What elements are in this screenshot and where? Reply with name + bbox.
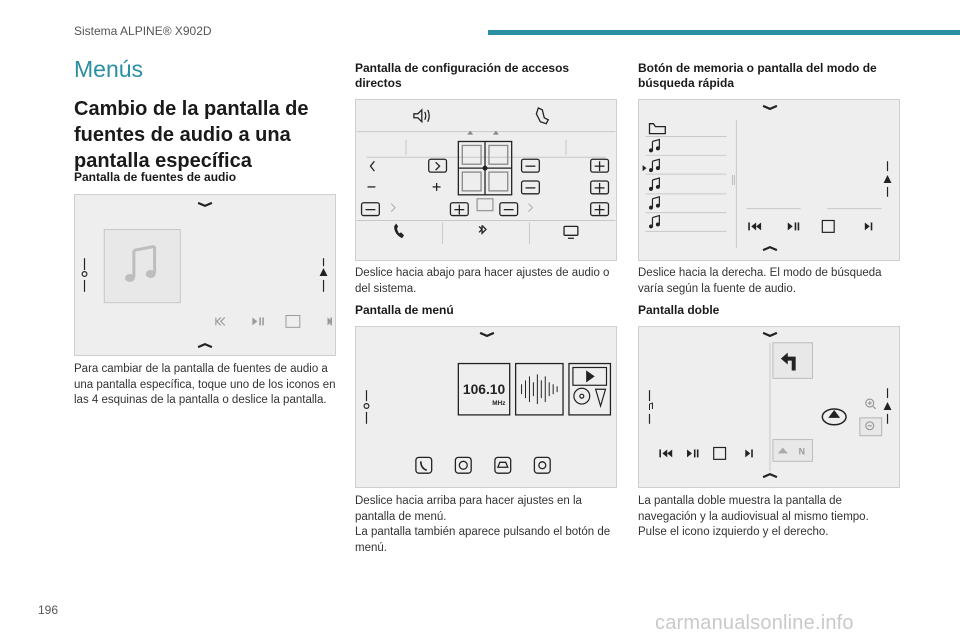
menu-screen-description-2: La pantalla también aparece pulsando el botón de menú. (355, 526, 611, 554)
audio-visualizer-tile (516, 364, 563, 415)
radio-frequency: 106.10 (462, 381, 506, 398)
swipe-down-icon (480, 333, 494, 336)
audio-source-subheading: Pantalla de fuentes de audio (74, 170, 237, 184)
playback-controls-icons (748, 220, 872, 232)
folder-icon (649, 124, 665, 134)
zoom-out-tile (860, 418, 882, 436)
watermark: carmanualsonline.info (655, 612, 854, 634)
menu-screen-art (356, 327, 616, 487)
phone-app-icon (416, 457, 432, 473)
navigation-arrow-icon (884, 402, 892, 410)
search-icon (364, 404, 369, 409)
menu-screen-description-1: Deslice hacia arriba para hacer ajustes en la pantalla de menú. (355, 495, 582, 523)
swipe-down-icon (763, 106, 777, 109)
dual-screen (638, 326, 900, 488)
radio-unit: MHz (492, 400, 506, 408)
vehicle-app-icon (495, 457, 511, 473)
shortcut-settings-screen-art (356, 100, 616, 260)
eq-grid-icon (477, 199, 493, 211)
quick-search-subheading: Botón de memoria o pantalla del modo de búsqueda rápida (638, 61, 877, 90)
swipe-down-icon (198, 203, 212, 206)
volume-icon (414, 110, 422, 122)
album-art-frame (104, 230, 180, 303)
quick-search-screen (638, 99, 900, 261)
right-arrow-icon (436, 162, 440, 170)
section-title: Menús (74, 56, 144, 82)
page-header-title: Sistema ALPINE® X902D (74, 24, 212, 38)
dual-screen-description: La pantalla doble muestra la pantalla de navegación y la audiovisual al mismo tiempo. Pulse el icono izquierdo y el derecho. (638, 495, 869, 538)
shortcut-settings-subheading: Pantalla de configuración de accesos directos (355, 61, 570, 90)
drag-handle-icon (732, 175, 734, 185)
page-number: 196 (38, 603, 59, 617)
shortcut-settings-screen (355, 99, 617, 261)
audio-source-screen (74, 194, 336, 356)
navigation-arrow-icon (320, 268, 328, 276)
main-heading: Cambio de la pantalla de fuentes de audio a una pantalla específica (74, 98, 309, 172)
audio-source-screen-art (75, 195, 335, 355)
vehicle-position-icon (828, 410, 840, 418)
menu-screen-subheading: Pantalla de menú (355, 303, 454, 317)
system-settings-icon (536, 108, 548, 124)
audio-source-description: Para cambiar de la pantalla de fuentes de audio a una pantalla específica, toque uno de los iconos en las 4 esquinas de la pantalla o deslice la pantalla. (74, 363, 336, 406)
compass-label: N (798, 446, 806, 457)
phone-settings-icon (394, 223, 404, 238)
search-icon (82, 272, 87, 277)
navigation-arrow-icon (884, 175, 892, 183)
shortcut-settings-description: Deslice hacia abajo para hacer ajustes de audio o del sistema. (355, 267, 610, 295)
left-arrow-icon (370, 161, 374, 171)
swipe-down-icon (763, 333, 777, 336)
settings-app-icon (534, 457, 550, 473)
radio-app-icon (455, 457, 471, 473)
quick-search-description: Deslice hacia la derecha. El modo de búsqueda varía según la fuente de audio. (638, 267, 882, 295)
header-accent-bar (488, 30, 960, 35)
dual-screen-art (639, 327, 899, 487)
swipe-up-icon (763, 474, 777, 477)
display-icon (564, 226, 578, 235)
current-track-marker (643, 165, 647, 171)
playback-controls-icons (659, 447, 752, 459)
bluetooth-icon (479, 225, 486, 233)
playback-controls-icons (216, 315, 333, 327)
swipe-up-icon (763, 247, 777, 250)
dual-screen-subheading: Pantalla doble (638, 303, 720, 317)
audio-waveform-icon (522, 374, 558, 404)
music-note-icon (649, 403, 652, 410)
music-list-icons (643, 140, 660, 229)
swipe-up-icon (198, 344, 212, 347)
media-player-icon (573, 367, 607, 406)
compass-tile (773, 440, 813, 462)
quick-search-screen-art (639, 100, 899, 260)
right-button-frame (429, 159, 447, 172)
menu-screen (355, 326, 617, 488)
